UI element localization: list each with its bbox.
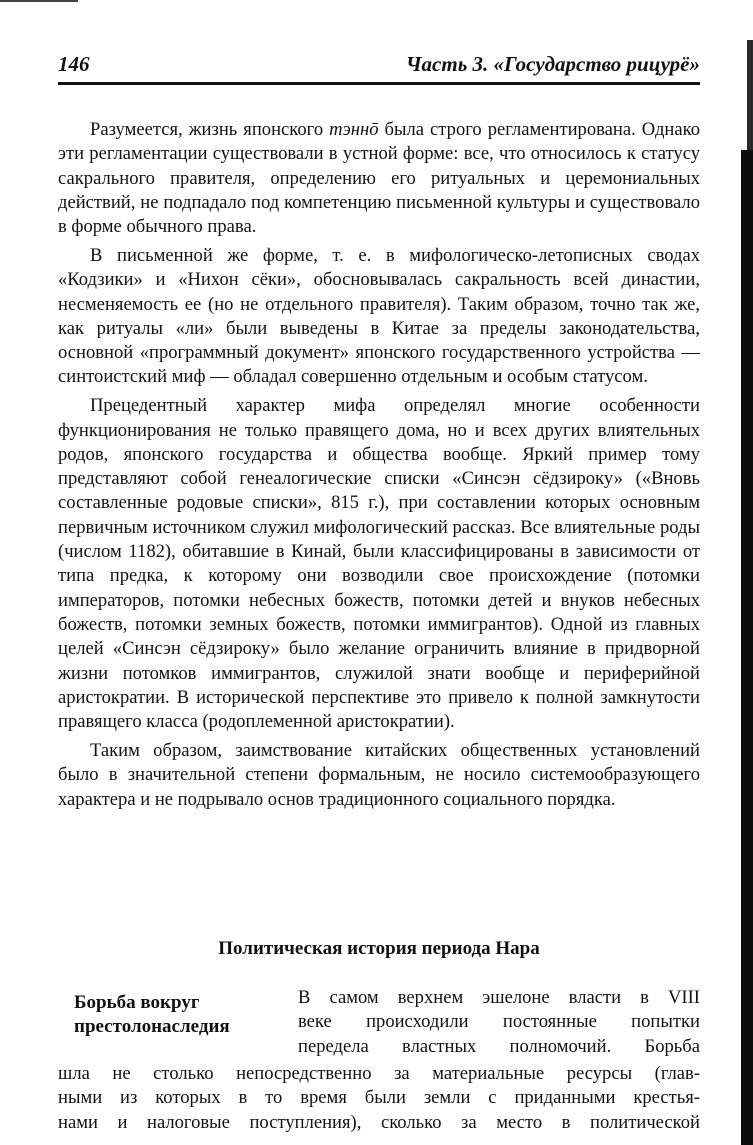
scan-corner-mark: [0, 0, 78, 2]
paragraph-1: Разумеется, жизнь японского тэннō была строго регламентирована. Однако эти регламентации существовали в устной форме: все, что относилось к статусу сакрального правителя, определению его ритуальных и церемониальных действий, не подпадало под компетенцию письменной культуры и существовало в форме обычного права.: [58, 119, 701, 238]
body-text: [58, 118, 700, 816]
final-paragraph-narrow: В самом верхнем эшелоне власти в VIII веке происходили постоянные попытки передела властных полномочий. Борьба: [298, 987, 700, 1057]
paragraph-2: В письменной же форме, т. е. в мифологическо-летописных сводах «Кодзики» и «Нихон сёки», обосновывалась сакральность всей династии, несменяемость ее (но не отдельного правителя). Таким образом, точно так же, как ритуалы «ли» были выведены в Китае за пределы законодательства, основной «программный документ» японского государственного устройства — синтоистский миф — обладал совершенно отдельным и особым статусом.: [58, 244, 700, 388]
paragraph-4: Таким образом, заимствование китайских общественных установлений было в значительной степени формальным, не носило системообразующего характера и не подрывало основ традиционного социального порядка.: [58, 739, 700, 810]
final-paragraph-wide: шла не столько непосредственно за материальные ресурсы (глав- ными из которых в то время были земли с приданными крестья- нами и налоговые поступления), сколько за место в политической: [58, 1063, 700, 1133]
paragraph-3: Прецедентный характер мифа определял многие особенности функционирования не только правящего дома, но и всех других влиятельных родов, японского государства и общества вообще. Яркий пример тому представляют собой генеалогические списки «Синсэн сёдзироку» («Вновь составленные родовые списки», 815 г.), при составлении которых основным первичным источником служил мифологический рассказ. Все влиятельные роды (числом 1182), обитавшие в Кинай, были классифицированы в зависимости от типа предка, к которому они возводили свое происхождение (потомки императоров, потомки небесных божеств, потомки детей и внуков небесных божеств, потомки земных божеств, потомки иммигрантов). Одной из главных целей «Синсэн сёдзироку» было желание ограничить влияние в придворной жизни потомков иммигрантов, служилой знати вообще и периферийной аристократии. В исторической перспективе это привело к полной замкнутости правящего класса (родоплеменной аристократии).: [58, 395, 700, 733]
page-number: 146: [58, 52, 90, 76]
scan-edge-shadow: [741, 150, 753, 1145]
term-tenno: тэннō: [329, 119, 379, 140]
running-head: Часть 3. «Государство рицурё»: [405, 52, 700, 76]
page-header: [58, 50, 700, 85]
scan-edge-shadow-top: [747, 40, 753, 150]
sidebar-heading: Борьба вокруг престолонаследия: [74, 992, 230, 1037]
section-heading: Политическая история периода Нара: [218, 938, 540, 959]
